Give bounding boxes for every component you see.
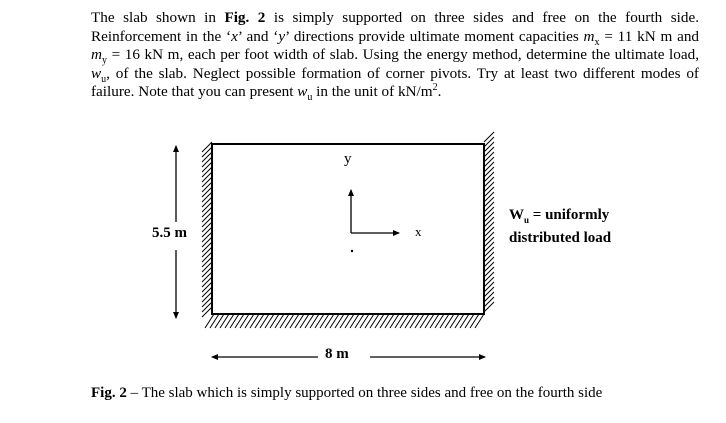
axis-origin-dot (351, 250, 353, 252)
hatch-line (484, 257, 494, 267)
hatch-line (400, 314, 409, 328)
hatch-line (440, 314, 449, 328)
fig-reference: Fig. 2 (224, 9, 266, 26)
hatch-line (202, 167, 212, 177)
hatch-line (484, 292, 494, 302)
hatch-line (415, 314, 424, 328)
hatch-line (202, 202, 212, 212)
hatch-line (220, 314, 229, 328)
hatch-line (202, 162, 212, 172)
hatch-line (484, 242, 494, 252)
hatch-line (202, 292, 212, 302)
hatch-line (255, 314, 264, 328)
hatch-line (484, 237, 494, 247)
hatch-line (230, 314, 239, 328)
hatch-line (484, 187, 494, 197)
hatch-line (202, 247, 212, 257)
hatch-line (425, 314, 434, 328)
hatch-line (484, 287, 494, 297)
hatch-line (484, 182, 494, 192)
hatch-line (285, 314, 294, 328)
hatch-line (350, 314, 359, 328)
width-label: 8 m (325, 346, 349, 362)
hatch-line (484, 212, 494, 222)
hatch-line (484, 252, 494, 262)
hatch-line (280, 314, 289, 328)
hatch-line (475, 314, 484, 328)
hatch-line (225, 314, 234, 328)
hatch-line (360, 314, 369, 328)
hatch-line (202, 182, 212, 192)
hatch-line (484, 142, 494, 152)
hatch-line (484, 232, 494, 242)
hatch-line (470, 314, 479, 328)
hatch-line (385, 314, 394, 328)
hatch-line (484, 222, 494, 232)
hatch-line (445, 314, 454, 328)
hatch-line (202, 207, 212, 217)
hatch-line (484, 162, 494, 172)
hatch-line (484, 157, 494, 167)
hatch-line (450, 314, 459, 328)
hatch-line (484, 192, 494, 202)
hatch-line (215, 314, 224, 328)
hatch-line (305, 314, 314, 328)
hatch-line (375, 314, 384, 328)
hatch-line (484, 202, 494, 212)
hatch-line (202, 217, 212, 227)
hatch-line (395, 314, 404, 328)
hatch-line (484, 297, 494, 307)
hatch-line (240, 314, 249, 328)
hatch-line (205, 314, 214, 328)
hatch-line (365, 314, 374, 328)
hatch-line (250, 314, 259, 328)
hatch-line (465, 314, 474, 328)
hatch-line (335, 314, 344, 328)
figure-caption: Fig. 2 – The slab which is simply supported on three sides and free on the fourth side (91, 385, 603, 401)
hatch-line (484, 227, 494, 237)
hatch-line (484, 282, 494, 292)
load-description: $W_u$ = uniformly distributed load (509, 207, 612, 246)
hatch-line (430, 314, 439, 328)
axis-y-label: y (344, 151, 352, 167)
bottom-support-hatch (205, 314, 484, 328)
hatch-line (484, 137, 494, 147)
hatch-line (405, 314, 414, 328)
hatch-line (202, 192, 212, 202)
hatch-line (325, 314, 334, 328)
hatch-line (390, 314, 399, 328)
hatch-line (202, 212, 212, 222)
hatch-line (202, 242, 212, 252)
problem-statement: The slab shown in Fig. 2 is simply supported on three sides and free on the fourth side. Reinforcement in the ‘x’ and ‘y’ directions provide ultimate moment capacities $m_x = 11$ kN m and $m_y = 16$ kN m, each per foot width of slab. Using the energy method, determine the ultimate load, $w_u$, of the slab. Neglect possible formation of corner pivots. Try at least two different modes of failure. Note that you can present $w_u$ in the unit of $kN/m^2$. (91, 9, 700, 104)
hatch-line (484, 302, 494, 312)
hatch-line (460, 314, 469, 328)
hatch-line (300, 314, 309, 328)
hatch-line (435, 314, 444, 328)
hatch-line (202, 287, 212, 297)
axis-x-label: x (415, 224, 422, 239)
hatch-line (484, 132, 494, 142)
hatch-line (484, 207, 494, 217)
hatch-line (260, 314, 269, 328)
hatch-line (202, 307, 212, 317)
height-label: 5.5 m (152, 225, 187, 241)
hatch-line (484, 247, 494, 257)
hatch-line (370, 314, 379, 328)
right-support-hatch (484, 132, 494, 312)
hatch-line (202, 197, 212, 207)
slab-outline (212, 144, 484, 314)
hatch-line (202, 252, 212, 262)
left-support-hatch (202, 142, 212, 317)
hatch-line (455, 314, 464, 328)
hatch-line (202, 177, 212, 187)
hatch-line (202, 227, 212, 237)
hatch-line (202, 237, 212, 247)
hatch-line (410, 314, 419, 328)
hatch-line (202, 257, 212, 267)
hatch-line (484, 167, 494, 177)
hatch-line (330, 314, 339, 328)
hatch-line (202, 232, 212, 242)
hatch-line (275, 314, 284, 328)
hatch-line (202, 152, 212, 162)
hatch-line (245, 314, 254, 328)
hatch-line (202, 272, 212, 282)
hatch-line (484, 172, 494, 182)
hatch-line (484, 262, 494, 272)
hatch-line (270, 314, 279, 328)
hatch-line (484, 272, 494, 282)
hatch-line (290, 314, 299, 328)
hatch-line (202, 297, 212, 307)
hatch-line (202, 262, 212, 272)
hatch-line (484, 197, 494, 207)
hatch-line (202, 142, 212, 152)
hatch-line (295, 314, 304, 328)
hatch-line (320, 314, 329, 328)
hatch-line (202, 282, 212, 292)
hatch-line (202, 267, 212, 277)
hatch-line (202, 222, 212, 232)
hatch-line (202, 157, 212, 167)
hatch-line (420, 314, 429, 328)
hatch-line (484, 147, 494, 157)
hatch-line (484, 217, 494, 227)
hatch-line (355, 314, 364, 328)
hatch-line (202, 302, 212, 312)
hatch-line (315, 314, 324, 328)
hatch-line (202, 187, 212, 197)
hatch-line (210, 314, 219, 328)
hatch-line (380, 314, 389, 328)
hatch-line (310, 314, 319, 328)
hatch-line (484, 277, 494, 287)
hatch-line (265, 314, 274, 328)
hatch-line (202, 147, 212, 157)
hatch-line (345, 314, 354, 328)
hatch-line (484, 267, 494, 277)
hatch-line (202, 172, 212, 182)
hatch-line (484, 152, 494, 162)
hatch-line (202, 277, 212, 287)
hatch-line (484, 177, 494, 187)
hatch-line (340, 314, 349, 328)
hatch-line (235, 314, 244, 328)
